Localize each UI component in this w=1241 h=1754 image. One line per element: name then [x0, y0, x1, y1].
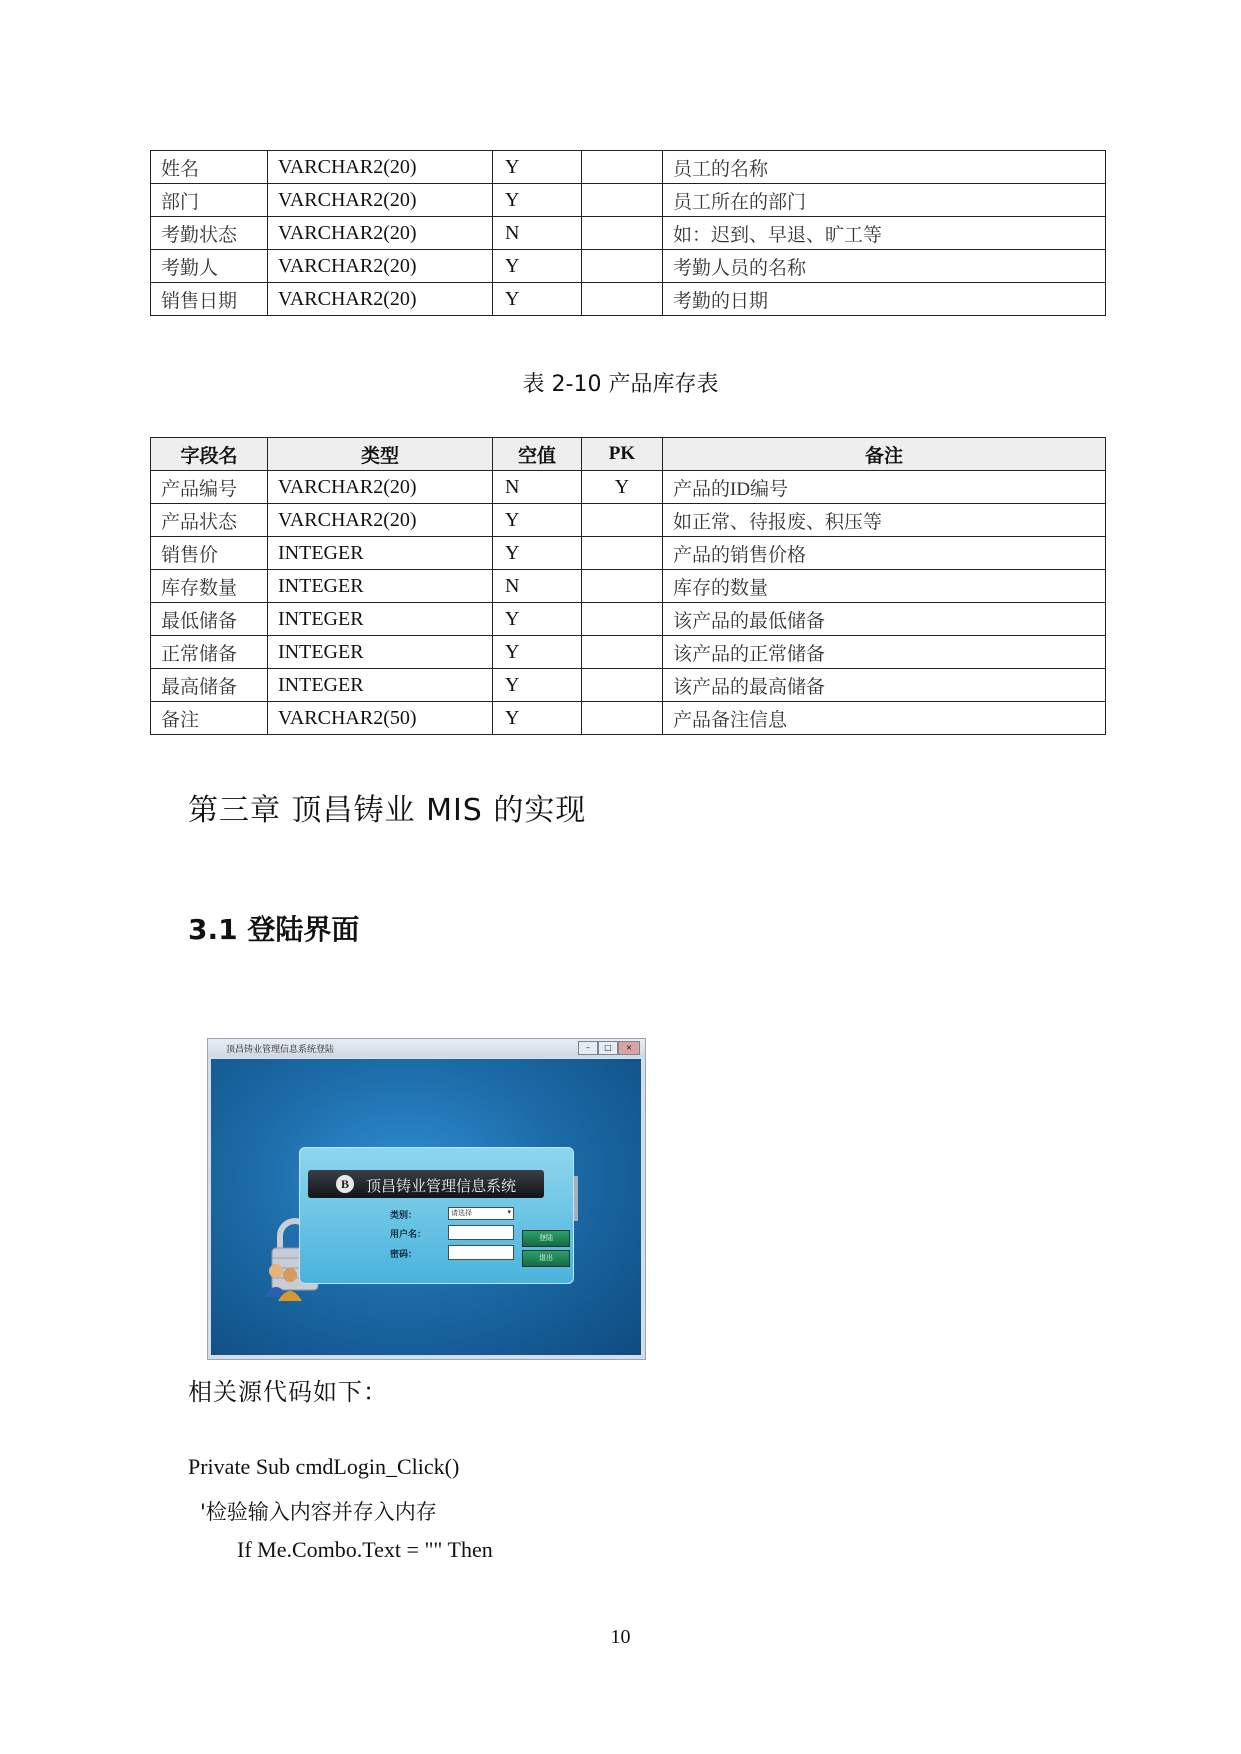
table-row: [151, 702, 1106, 735]
code-line-2: '检验输入内容并存入内存: [200, 1500, 437, 1524]
cell-note: 该产品的最低储备: [663, 603, 1106, 636]
cell-note: 库存的数量: [663, 570, 1106, 603]
code-line-3: If Me.Combo.Text = "" Then: [237, 1537, 493, 1562]
cell-note: 产品的ID编号: [663, 471, 1106, 504]
cell-pk: [582, 184, 663, 217]
cell-type: INTEGER: [268, 636, 493, 669]
cell-field-name: 最低储备: [151, 603, 268, 636]
cell-field-name: 库存数量: [151, 570, 268, 603]
table-row: [151, 504, 1106, 537]
username-label: 用户名：: [390, 1230, 427, 1240]
cell-note: 如正常、待报废、积压等: [663, 504, 1106, 537]
cell-pk: [582, 504, 663, 537]
cell-null: Y: [493, 537, 582, 570]
cell-field-name: 产品编号: [151, 471, 268, 504]
cell-null: Y: [493, 603, 582, 636]
cell-pk: Y: [582, 471, 663, 504]
cell-type: INTEGER: [268, 570, 493, 603]
close-icon: ×: [618, 1041, 640, 1055]
chapter-title: 第三章 顶昌铸业 MIS 的实现: [188, 793, 587, 828]
cell-field-name: 考勤人: [151, 250, 268, 283]
code-line-1: Private Sub cmdLogin_Click(): [188, 1454, 460, 1479]
category-select[interactable]: [448, 1207, 514, 1220]
exit-button[interactable]: 退出: [522, 1250, 570, 1267]
minimize-icon: –: [578, 1041, 598, 1055]
header-type: 类型: [268, 438, 493, 471]
cell-null: Y: [493, 283, 582, 316]
cell-type: VARCHAR2(50): [268, 702, 493, 735]
cell-pk: [582, 702, 663, 735]
cell-note: 产品备注信息: [663, 702, 1106, 735]
cell-type: VARCHAR2(20): [268, 283, 493, 316]
system-banner: [308, 1170, 544, 1198]
table-row: [151, 471, 1106, 504]
cell-note: 考勤的日期: [663, 283, 1106, 316]
table-row: [151, 283, 1106, 316]
cell-type: VARCHAR2(20): [268, 184, 493, 217]
cell-note: 该产品的最高储备: [663, 669, 1106, 702]
cell-null: N: [493, 570, 582, 603]
table-row: [151, 217, 1106, 250]
cell-null: Y: [493, 151, 582, 184]
cell-type: VARCHAR2(20): [268, 250, 493, 283]
cell-null: Y: [493, 184, 582, 217]
body-paragraph: 相关源代码如下：: [188, 1380, 388, 1406]
product-inventory-table: [150, 437, 1106, 735]
employee-attendance-table: [150, 150, 1106, 316]
cell-null: N: [493, 471, 582, 504]
cell-field-name: 正常储备: [151, 636, 268, 669]
cell-note: 考勤人员的名称: [663, 250, 1106, 283]
login-panel: [299, 1147, 574, 1284]
table-row: [151, 636, 1106, 669]
table-row: [151, 184, 1106, 217]
category-label: 类别：: [390, 1211, 418, 1221]
table-row: [151, 250, 1106, 283]
cell-pk: [582, 151, 663, 184]
cell-null: Y: [493, 504, 582, 537]
cell-note: 员工所在的部门: [663, 184, 1106, 217]
cell-pk: [582, 283, 663, 316]
header-field-name: 字段名: [151, 438, 268, 471]
window-titlebar: [208, 1039, 645, 1057]
table-row: [151, 151, 1106, 184]
header-note: 备注: [663, 438, 1106, 471]
header-pk: PK: [582, 438, 663, 471]
cell-note: 该产品的正常储备: [663, 636, 1106, 669]
cell-field-name: 部门: [151, 184, 268, 217]
cell-type: VARCHAR2(20): [268, 151, 493, 184]
cell-type: INTEGER: [268, 603, 493, 636]
cell-field-name: 产品状态: [151, 504, 268, 537]
login-button[interactable]: 登陆: [522, 1230, 570, 1247]
banner-title: 顶昌铸业管理信息系统: [366, 1177, 517, 1195]
cell-pk: [582, 217, 663, 250]
cell-field-name: 备注: [151, 702, 268, 735]
section-title: 3.1 登陆界面: [188, 913, 360, 946]
cell-null: Y: [493, 669, 582, 702]
window-title: 顶昌铸业管理信息系统登陆: [226, 1045, 335, 1055]
cell-field-name: 销售日期: [151, 283, 268, 316]
cell-type: INTEGER: [268, 537, 493, 570]
password-label: 密码：: [390, 1250, 418, 1260]
password-input[interactable]: [448, 1245, 514, 1260]
table-row: [151, 603, 1106, 636]
cell-pk: [582, 669, 663, 702]
table-row: [151, 669, 1106, 702]
table-caption: 表 2-10 产品库存表: [522, 372, 719, 397]
username-input[interactable]: [448, 1225, 514, 1240]
cell-type: VARCHAR2(20): [268, 504, 493, 537]
maximize-icon: □: [598, 1041, 618, 1055]
cell-pk: [582, 603, 663, 636]
category-select-value: 请选择: [451, 1209, 472, 1217]
login-screenshot: [207, 1038, 646, 1360]
cell-pk: [582, 537, 663, 570]
cell-pk: [582, 570, 663, 603]
cell-pk: [582, 636, 663, 669]
cell-null: N: [493, 217, 582, 250]
table-row: [151, 537, 1106, 570]
cell-null: Y: [493, 636, 582, 669]
table-header-row: [151, 438, 1106, 471]
cell-field-name: 姓名: [151, 151, 268, 184]
table-row: [151, 570, 1106, 603]
cell-type: VARCHAR2(20): [268, 471, 493, 504]
cell-note: 产品的销售价格: [663, 537, 1106, 570]
login-background: [211, 1059, 641, 1355]
page-number: 10: [610, 1626, 631, 1648]
cell-note: 员工的名称: [663, 151, 1106, 184]
cell-null: Y: [493, 250, 582, 283]
cell-field-name: 最高储备: [151, 669, 268, 702]
cell-field-name: 考勤状态: [151, 217, 268, 250]
brand-logo-icon: B: [336, 1175, 354, 1193]
cell-pk: [582, 250, 663, 283]
chevron-down-icon: ▾: [507, 1208, 511, 1216]
cell-note: 如：迟到、早退、旷工等: [663, 217, 1106, 250]
header-null: 空值: [493, 438, 582, 471]
cell-type: VARCHAR2(20): [268, 217, 493, 250]
cell-field-name: 销售价: [151, 537, 268, 570]
cell-type: INTEGER: [268, 669, 493, 702]
cell-null: Y: [493, 702, 582, 735]
